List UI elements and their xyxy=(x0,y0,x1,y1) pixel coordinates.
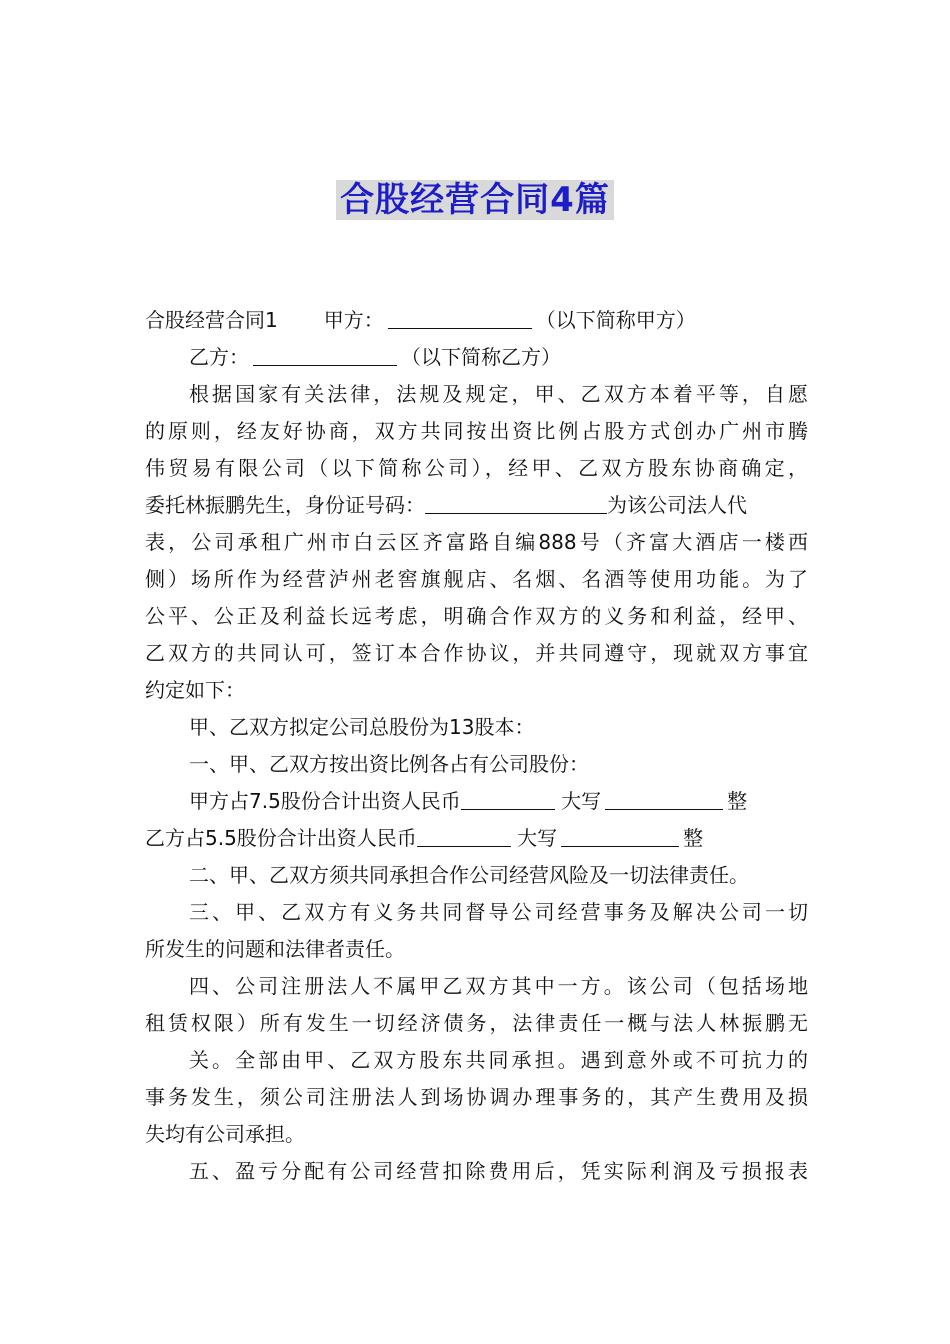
paragraph-line xyxy=(145,598,808,635)
party-a-share-text: 甲方占7.5股份合计出资人民币 xyxy=(189,789,461,813)
party-a-uppercase-label: 大写 xyxy=(561,789,602,813)
clause-line xyxy=(145,1116,808,1153)
contract-number: 合股经营合同1 xyxy=(145,308,278,332)
party-a-blank[interactable] xyxy=(388,306,532,329)
party-b-amount-blank[interactable] xyxy=(417,824,511,847)
clause-line xyxy=(145,746,808,783)
paragraph-line xyxy=(145,524,808,561)
party-a-amount-blank[interactable] xyxy=(461,787,555,810)
paragraph-line xyxy=(145,450,808,487)
paragraph-line xyxy=(145,561,808,598)
paragraph-line xyxy=(145,672,808,709)
id-number-blank[interactable] xyxy=(425,491,607,514)
clause-text: 所发生的问题和法律者责任。 xyxy=(145,937,405,961)
clause-text: 四、公司注册法人不属甲乙双方其中一方。该公司（包括场地 xyxy=(189,974,808,998)
party-b-blank[interactable] xyxy=(253,343,397,366)
clause-line xyxy=(145,968,808,1005)
title-text: 合股经营合同4篇 xyxy=(336,180,614,220)
paragraph-line xyxy=(145,635,808,672)
clause-text: 租赁权限）所有发生一切经济债务，法律责任一概与法人林振鹏无 xyxy=(145,1011,808,1035)
contract-body xyxy=(145,302,808,1190)
clause-line xyxy=(145,931,808,968)
clause-text: 甲、乙双方拟定公司总股份为13股本： xyxy=(189,715,535,739)
clause-text: 三、甲、乙双方有义务共同督导公司经营事务及解决公司一切 xyxy=(189,900,808,924)
clause-line xyxy=(145,894,808,931)
party-a-label: 甲方： xyxy=(323,308,384,332)
paragraph-text: 约定如下： xyxy=(145,678,245,702)
clause-text: 失均有公司承担。 xyxy=(145,1122,305,1146)
clause-line xyxy=(145,709,808,746)
clause-text: 五、盈亏分配有公司经营扣除费用后，凭实际利润及亏损报表 xyxy=(189,1159,808,1183)
paragraph-text: 的原则，经友好协商，双方共同按出资比例占股方式创办广州市腾 xyxy=(145,419,808,443)
party-a-share-line xyxy=(145,783,808,820)
paragraph-line xyxy=(145,413,808,450)
clause-text: 关。全部由甲、乙双方股东共同承担。遇到意外或不可抗力的 xyxy=(189,1048,808,1072)
clause-text: 二、甲、乙双方须共同承担合作公司经营风险及一切法律责任。 xyxy=(189,863,749,887)
paragraph-text: 根据国家有关法律，法规及规定，甲、乙双方本着平等，自愿 xyxy=(189,382,808,406)
clause-text: 一、甲、乙双方按出资比例各占有公司股份： xyxy=(189,752,589,776)
paragraph-text: 侧）场所作为经营泸州老窖旗舰店、名烟、名酒等使用功能。为了 xyxy=(145,567,808,591)
clause-line xyxy=(145,1042,808,1079)
party-a-abbrev: （以下简称甲方） xyxy=(535,308,696,332)
party-b-uppercase-label: 大写 xyxy=(517,826,558,850)
clause-text: 事务发生，须公司注册法人到场协调办理事务的，其产生费用及损 xyxy=(145,1085,808,1109)
clause-line xyxy=(145,1153,808,1190)
id-number-label: 委托林振鹏先生，身份证号码： xyxy=(145,493,425,517)
party-a-suffix: 整 xyxy=(727,789,748,813)
clause-line xyxy=(145,857,808,894)
paragraph-text: 公平、公正及利益长远考虑，明确合作双方的义务和利益，经甲、 xyxy=(145,604,808,628)
party-b-abbrev: （以下简称乙方） xyxy=(401,345,561,369)
party-b-suffix: 整 xyxy=(683,826,704,850)
document-title xyxy=(0,180,950,220)
party-b-share-text: 乙方占5.5股份合计出资人民币 xyxy=(145,826,417,850)
id-number-line xyxy=(145,487,808,524)
party-b-share-line xyxy=(145,820,808,857)
contract-heading-line xyxy=(145,302,808,339)
party-b-uppercase-blank[interactable] xyxy=(561,824,679,847)
party-b-line xyxy=(145,339,808,376)
party-b-label: 乙方： xyxy=(189,345,249,369)
id-number-suffix: 为该公司法人代 xyxy=(607,493,747,517)
paragraph-text: 伟贸易有限公司（以下简称公司），经甲、乙双方股东协商确定， xyxy=(145,456,808,480)
paragraph-text: 表，公司承租广州市白云区齐富路自编888号（齐富大酒店一楼西 xyxy=(145,530,808,554)
paragraph-line xyxy=(145,376,808,413)
party-a-uppercase-blank[interactable] xyxy=(605,787,723,810)
clause-line xyxy=(145,1005,808,1042)
clause-line xyxy=(145,1079,808,1116)
paragraph-text: 乙双方的共同认可，签订本合作协议，并共同遵守，现就双方事宜 xyxy=(145,641,808,665)
